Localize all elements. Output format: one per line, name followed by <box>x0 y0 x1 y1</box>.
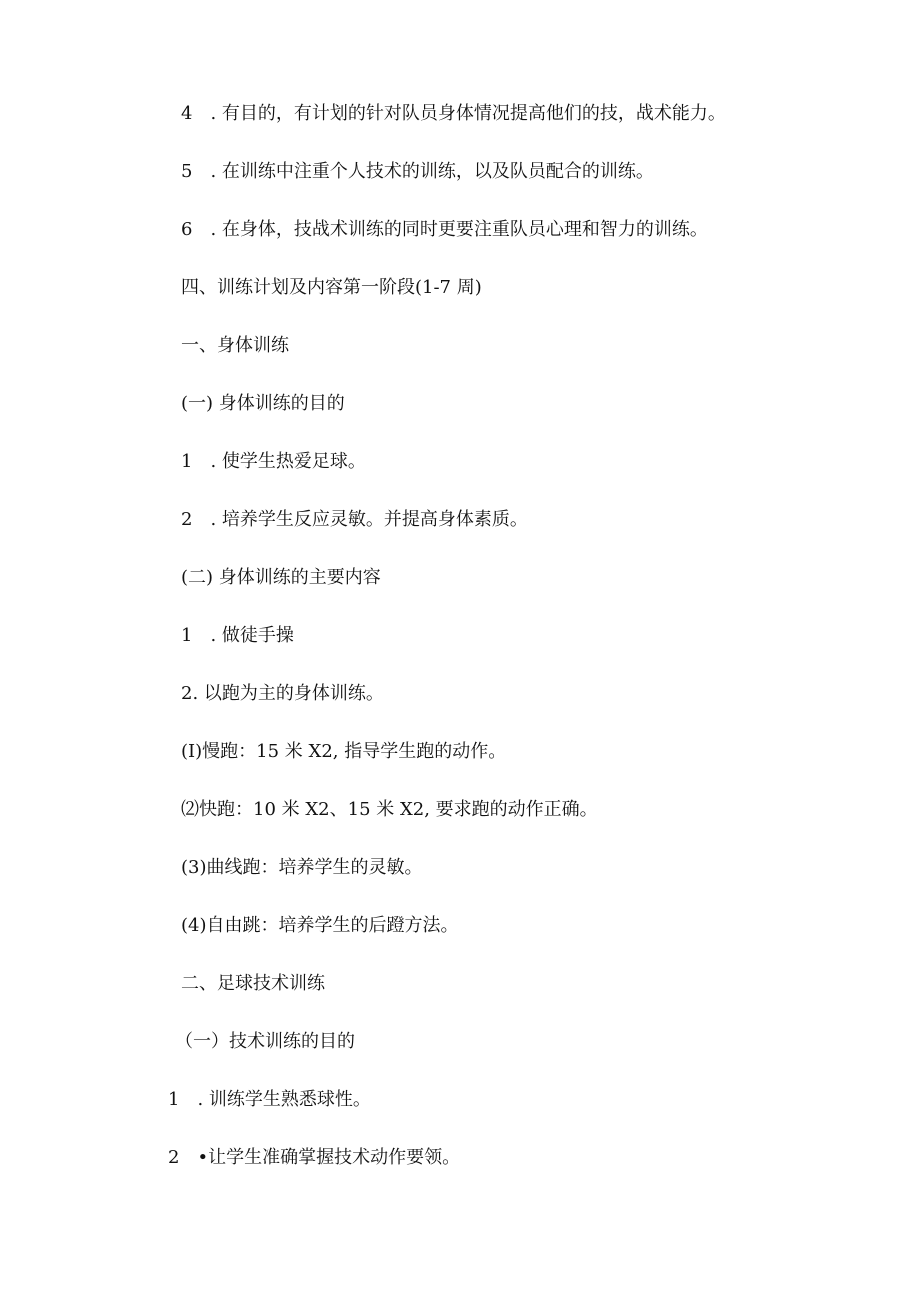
list-item-1: 1 . 使学生热爱足球。 <box>181 451 366 472</box>
list-item-6: 6 . 在身体，技战术训练的同时更要注重队员心理和智力的训练。 <box>181 219 708 240</box>
list-item-2: 2 . 培养学生反应灵敏。并提高身体素质。 <box>181 509 528 530</box>
subheading-technique-purpose: （一）技术训练的目的 <box>175 1031 355 1052</box>
subheading-physical-purpose: (一) 身体训练的目的 <box>181 393 345 414</box>
subheading-physical-content: (二) 身体训练的主要内容 <box>181 567 381 588</box>
list-item-fast-run: ⑵快跑：10 米 X2、15 米 X2, 要求跑的动作正确。 <box>181 799 598 820</box>
section-heading-training-plan: 四、训练计划及内容第一阶段(1-7 周) <box>181 277 482 298</box>
list-item-2: 2. 以跑为主的身体训练。 <box>181 683 384 704</box>
list-item-4: 4 . 有目的，有计划的针对队员身体情况提高他们的技，战术能力。 <box>181 103 726 124</box>
heading-football-technique: 二、足球技术训练 <box>181 973 325 994</box>
list-item-1: 1 . 训练学生熟悉球性。 <box>168 1089 371 1110</box>
list-item-1: 1 . 做徒手操 <box>181 625 294 646</box>
list-item-slow-run: (I)慢跑：15 米 X2, 指导学生跑的动作。 <box>181 741 507 762</box>
list-item-2: 2 •让学生准确掌握技术动作要领。 <box>168 1147 461 1168</box>
heading-physical-training: 一、身体训练 <box>181 335 289 356</box>
list-item-curve-run: (3)曲线跑：培养学生的灵敏。 <box>181 857 423 878</box>
list-item-free-jump: (4)自由跳：培养学生的后蹬方法。 <box>181 915 459 936</box>
list-item-5: 5 . 在训练中注重个人技术的训练，以及队员配合的训练。 <box>181 161 654 182</box>
